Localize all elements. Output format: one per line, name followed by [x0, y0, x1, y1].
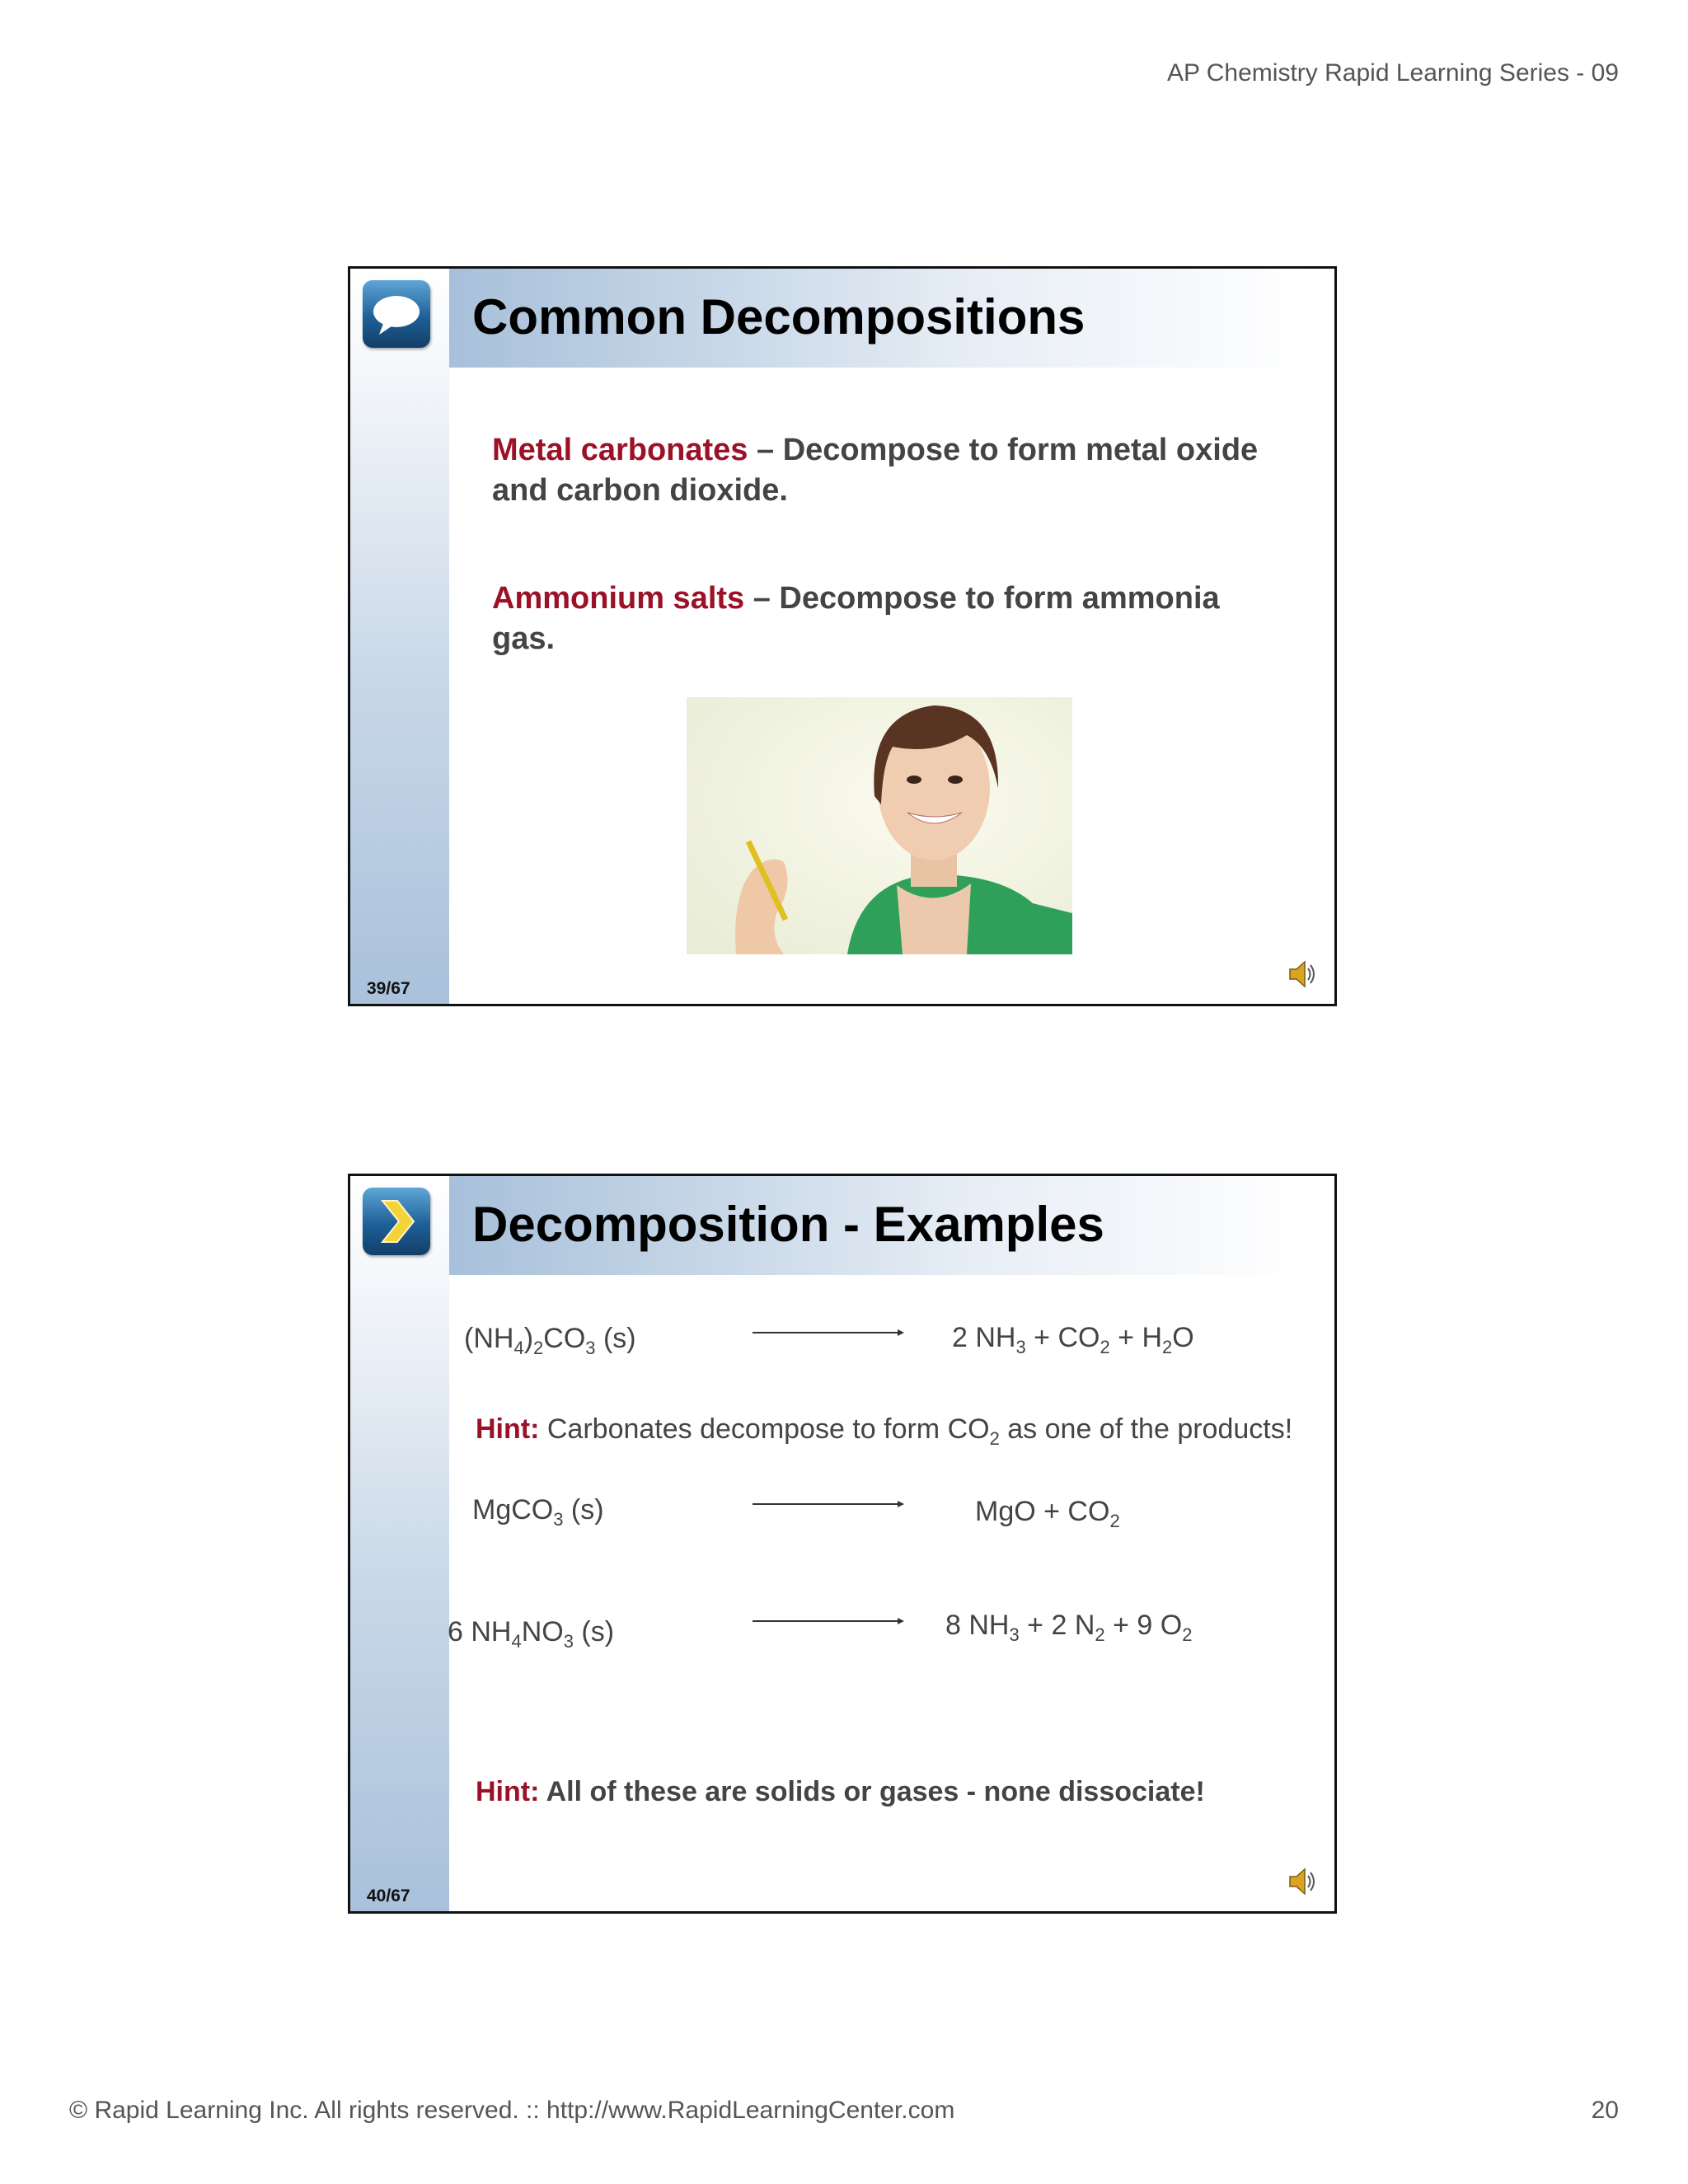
bullet-metal-carbonates — [492, 430, 1283, 511]
slide-decomposition-examples — [348, 1174, 1337, 1914]
term-label: Metal carbonates — [492, 433, 748, 467]
reaction-arrow — [753, 1613, 904, 1629]
term-label: Ammonium salts — [492, 581, 745, 616]
page-number: 20 — [1591, 2097, 1619, 2124]
slide-title: Decomposition - Examples — [472, 1197, 1104, 1252]
reaction-3-reactant: 6 $NH_4NO_3$ (s) — [448, 1616, 615, 1652]
speaker-icon[interactable] — [1287, 1865, 1320, 1898]
chevron-right-icon — [363, 1188, 430, 1255]
bullet-ammonium-salts — [492, 579, 1283, 659]
term-description: – Decompose to form ammonia gas. — [492, 581, 1220, 656]
speech-bubble-icon — [363, 280, 430, 348]
woman-with-pencil-photo — [687, 697, 1072, 954]
speaker-icon[interactable] — [1287, 958, 1320, 991]
slide-number: 40/67 — [367, 1886, 410, 1905]
hint-carbonates: Hint: Carbonates decompose to form $CO_2$ as one of the products! — [476, 1413, 1293, 1449]
reaction-1-product: 2 $NH_3 + CO_2 + H_2O$ — [952, 1322, 1194, 1357]
reaction-1-reactant: $(NH_4)_2CO_3$ (s) — [464, 1323, 636, 1358]
hint-no-dissociation: Hint: All of these are solids or gases - none dissociate! — [476, 1776, 1205, 1807]
reaction-arrow — [753, 1324, 904, 1341]
term-description: – Decompose to form metal oxide and carbon dioxide. — [492, 433, 1259, 508]
slide-sidebar — [350, 1176, 449, 1911]
slide-title: Common Decompositions — [472, 289, 1085, 344]
slide-common-decompositions — [348, 266, 1337, 1006]
reaction-arrow — [753, 1496, 904, 1512]
copyright-footer: © Rapid Learning Inc. All rights reserved. :: http://www.RapidLearningCenter.com — [69, 2097, 955, 2124]
slide-number: 39/67 — [367, 979, 410, 998]
reaction-3-product: 8 $NH_3 + 2$ $N_2 + 9$ $O_2$ — [945, 1610, 1193, 1645]
reaction-2-product: MgO + $CO_2$ — [975, 1496, 1120, 1531]
slide-sidebar — [350, 269, 449, 1004]
page-header: AP Chemistry Rapid Learning Series - 09 — [1166, 59, 1619, 87]
reaction-2-reactant: MgCO$_3$ (s) — [472, 1494, 604, 1530]
